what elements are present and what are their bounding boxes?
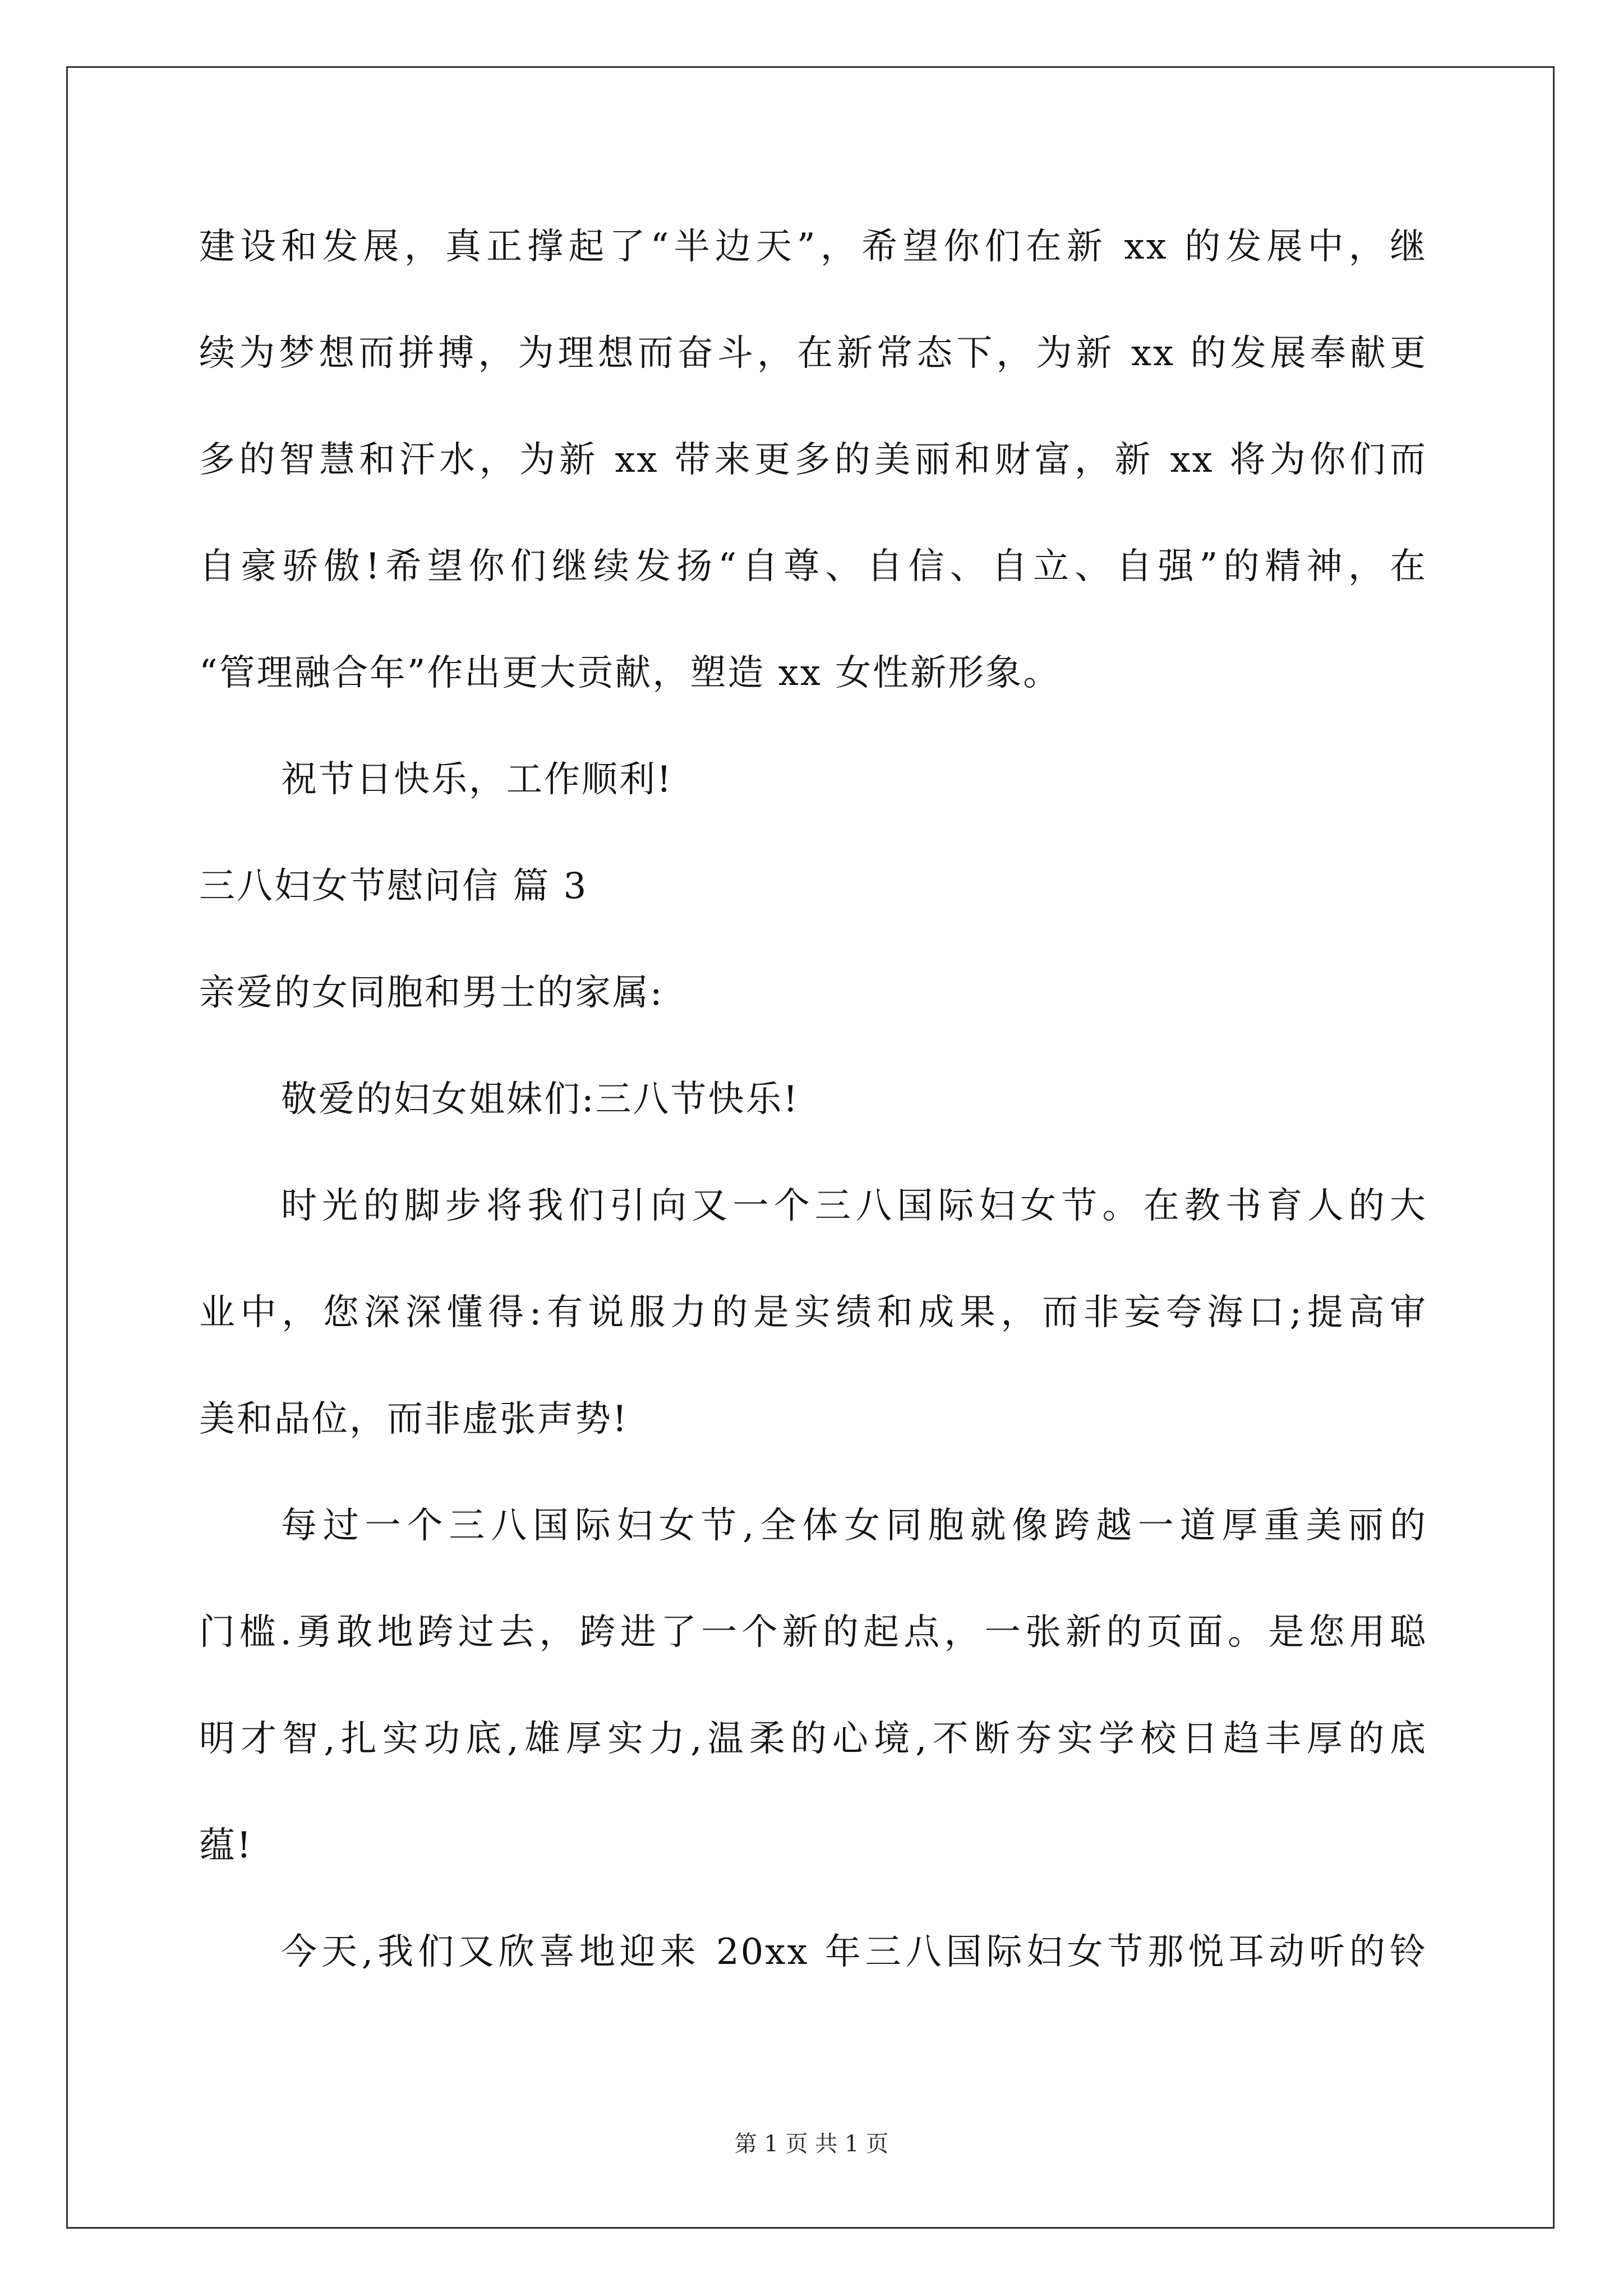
text-line: 敬爱的妇女姐妹们:三八节快乐! [281, 1079, 800, 1120]
text-line: 今天,我们又欣喜地迎来 20xx 年三八国际妇女节那悦耳动听的铃 [281, 1931, 1427, 1973]
text-line: “管理融合年”作出更大贡献，塑造 xx 女性新形象。 [199, 652, 1061, 694]
salutation-line: 亲爱的女同胞和男士的家属: [199, 972, 664, 1014]
text-line: 续为梦想而拼搏，为理想而奋斗，在新常态下，为新 xx 的发展奉献更 [199, 333, 1427, 374]
section-heading: 三八妇女节慰问信 篇 3 [199, 866, 588, 907]
text-line: 门槛.勇敢地跨过去，跨进了一个新的起点，一张新的页面。是您用聪 [199, 1612, 1427, 1653]
text-line: 自豪骄傲!希望你们继续发扬“自尊、自信、自立、自强”的精神，在 [199, 546, 1427, 587]
text-line: 美和品位，而非虚张声势! [199, 1398, 629, 1440]
text-line: 明才智,扎实功底,雄厚实力,温柔的心境,不断夯实学校日趋丰厚的底 [199, 1718, 1427, 1760]
text-line: 每过一个三八国际妇女节,全体女同胞就像跨越一道厚重美丽的 [281, 1505, 1427, 1547]
greeting-line: 祝节日快乐，工作顺利! [281, 759, 673, 800]
page-footer: 第 1 页 共 1 页 [734, 2131, 889, 2157]
text-line: 多的智慧和汗水，为新 xx 带来更多的美丽和财富，新 xx 将为你们而 [199, 439, 1427, 481]
text-line: 蕴! [199, 1825, 253, 1866]
text-line: 业中，您深深懂得:有说服力的是实绩和成果，而非妄夸海口;提高审 [199, 1292, 1427, 1333]
page-border [66, 66, 1555, 2229]
text-line: 时光的脚步将我们引向又一个三八国际妇女节。在教书育人的大 [281, 1185, 1427, 1227]
text-line: 建设和发展，真正撑起了“半边天”，希望你们在新 xx 的发展中，继 [199, 226, 1427, 268]
